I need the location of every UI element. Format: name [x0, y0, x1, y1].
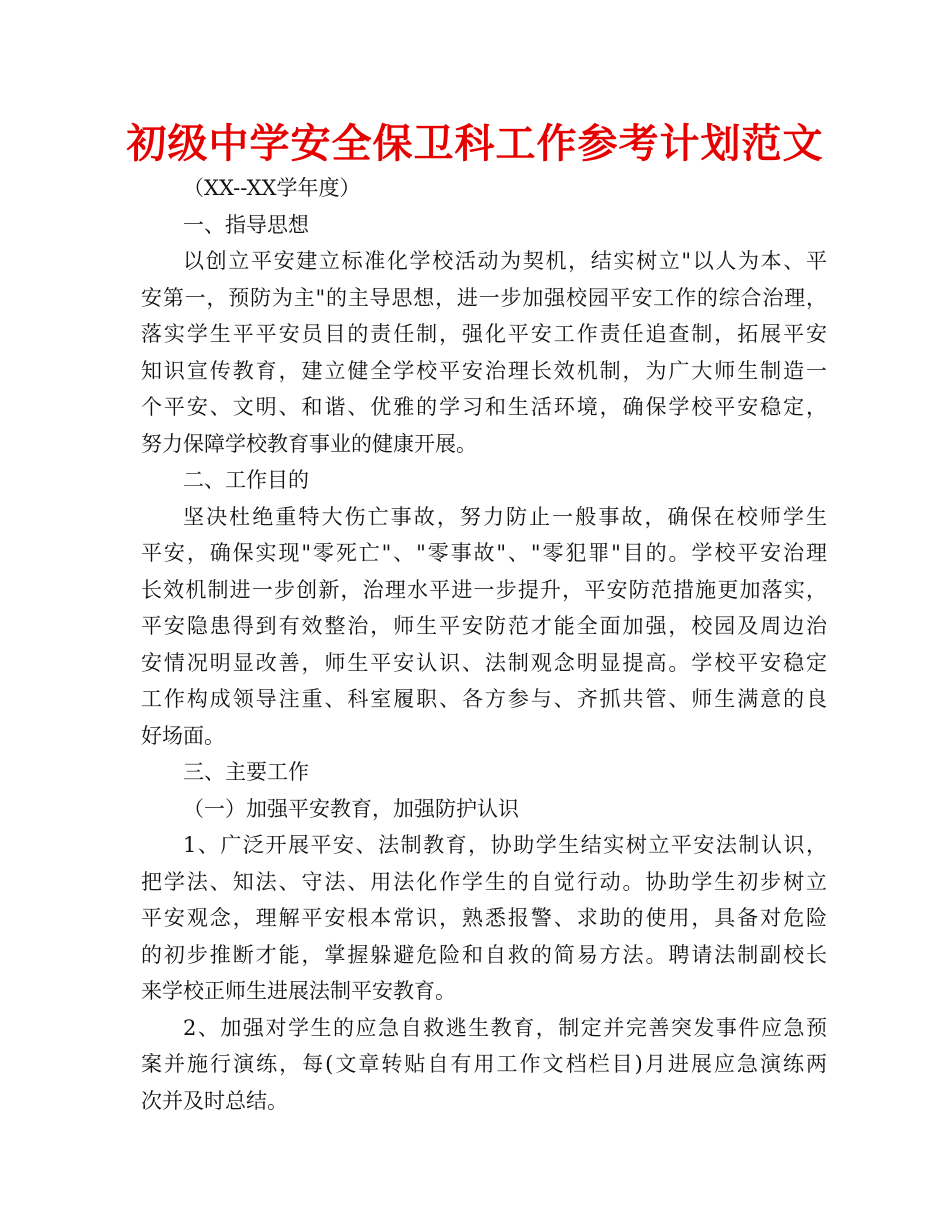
section-heading-guiding-ideology: 一、指导思想 [183, 212, 309, 237]
paragraph-line: 知识宣传教育，建立健全学校平安治理长效机制，为广大师生制造一 [141, 358, 827, 383]
paragraph-line: 案并施行演练，每(文章转贴自有用工作文档栏目)月进展应急演练两 [141, 1052, 827, 1076]
paragraph-line: 落实学生平平安员目的责任制，强化平安工作责任追查制，拓展平安 [141, 322, 827, 346]
paragraph-line: 安情况明显改善，师生平安认识、法制观念明显提高。学校平安稳定 [141, 650, 827, 675]
paragraph-line: 以创立平安建立标准化学校活动为契机，结实树立"以人为本、平 [183, 249, 827, 273]
paragraph-item-2 [141, 1010, 827, 1120]
document-body [141, 170, 827, 1119]
paragraph-item-1 [141, 827, 827, 1010]
paragraph-line: 长效机制进一步创新，治理水平进一步提升，平安防范措施更加落实， [141, 577, 827, 602]
paragraph-line: 的初步推断才能，掌握躲避危险和自救的简易方法。聘请法制副校长 [141, 942, 827, 967]
paragraph-line: 安第一，预防为主"的主导思想，进一步加强校园平安工作的综合治理， [141, 285, 827, 310]
paragraph-line: 努力保障学校教育事业的健康开展。 [141, 431, 477, 456]
paragraph-line: 好场面。 [141, 723, 225, 748]
paragraph-line: 把学法、知法、守法、用法化作学生的自觉行动。协助学生初步树立 [141, 869, 827, 894]
paragraph-line: 平安，确保实现"零死亡"、"零事故"、"零犯罪"目的。学校平安治理 [141, 541, 827, 565]
paragraph-guiding-ideology [141, 243, 827, 462]
paragraph-line: 平安隐患得到有效整治，师生平安防范才能全面加强，校园及周边治 [141, 614, 827, 638]
paragraph-line: 平安观念，理解平安根本常识，熟悉报警、求助的使用，具备对危险 [141, 906, 827, 930]
paragraph-line: 2、加强对学生的应急自救逃生教育，制定并完善突发事件应急预 [183, 1015, 827, 1040]
paragraph-line: 1、广泛开展平安、法制教育，协助学生结实树立平安法制认识， [183, 833, 827, 857]
paragraph-line: 坚决杜绝重特大伤亡事故，努力防止一般事故，确保在校师学生 [183, 504, 827, 529]
paragraph-line: 来学校正师生进展法制平安教育。 [141, 979, 456, 1003]
document-title: 初级中学安全保卫科工作参考计划范文 [126, 121, 824, 167]
academic-year: （XX--XX学年度） [183, 176, 361, 200]
section-heading-main-work: 三、主要工作 [183, 760, 309, 784]
paragraph-line: 工作构成领导注重、科室履职、各方参与、齐抓共管、师生满意的良 [141, 687, 827, 711]
paragraph-line: 次并及时总结。 [141, 1088, 288, 1113]
subsection-heading-safety-education: （一）加强平安教育，加强防护认识 [183, 796, 519, 821]
paragraph-line: 个平安、文明、和谐、优雅的学习和生活环境，确保学校平安稳定， [141, 395, 827, 419]
paragraph-work-goals [141, 499, 827, 755]
section-heading-work-goals: 二、工作目的 [183, 468, 309, 492]
